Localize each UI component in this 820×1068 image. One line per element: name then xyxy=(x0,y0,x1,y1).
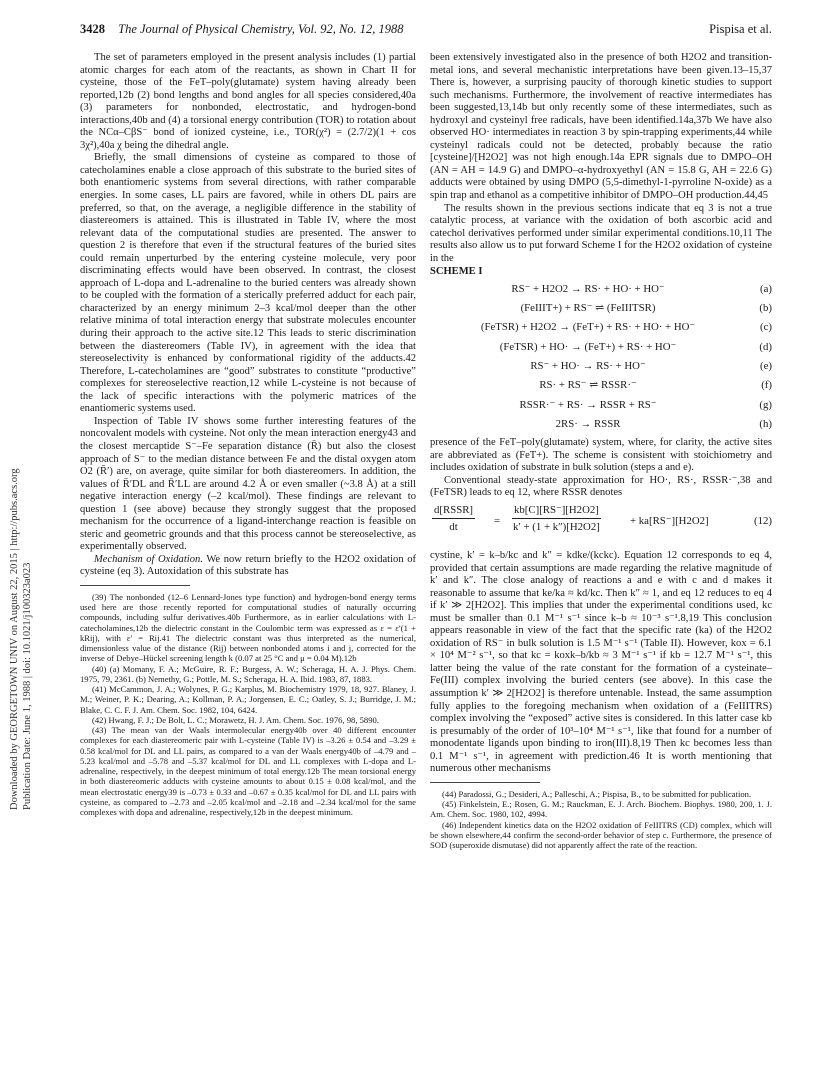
footnote-39: (39) The nonbonded (12–6 Lennard-Jones type function) and hydrogen-bond energy terms used here are those recently reported for computational studies of naturally occurring compounds, including sulfur derivatives.40b Furthermore, as in earlier calculations with L-catecholamines,12b the dielectric constant in the Coulombic term was expressed as ε = ε′(1 + kRij), with ε′ = Rij.41 The dielectric constant was thus interpreted as the numerical, dimensionless value of the distance (Rij) between nonbonded atoms i and j, corrected for the inverse of Debye–Hückel screening length k (0.07 at 25 °C and μ = 0.04 M).12b xyxy=(80,591,416,664)
paragraph-cysteine-approach: Briefly, the small dimensions of cysteine as compared to those of catecholamines enable a close approach of this substrate to the buried sites of both enantiomeric systems from several directions, with rather comparable energies. In some cases, LL pairs are favored, while in others DL pairs are preferred, so that, on the average, a negligible difference in the stability of diastereomers is attained. This is illustrated in Table IV, where the most relevant data of the computational studies are presented. The answer to question 2 is therefore that even if the structural features of the buried sites could remain unperturbed by the entering cysteine molecule, very poor discriminating effects would have been observed. In contrast, the closest approach of L-dopa and L-adrenaline to the buried centers was already shown to be coupled with the formation of a sterically preferred adduct for each pair, characterized by an energy minimum 2–3 kcal/mol deeper than the other relative minima of total interaction energy that substrate molecules encounter during their approach to the active site.12 This leads to steric discrimination between the diastereomers (Table IV), in agreement with the idea that stereoselectivity is enhanced by conformational rigidity of the adducts.42 Therefore, L-catecholamines are “good” substrates to constitute “productive” complexes for stereoselective reaction,12 while L-cysteine is not because of the lack of specific interactions with the polymeric matrices of the enantiomeric systems used. xyxy=(80,152,416,415)
lhs-numerator: d[RSSR] xyxy=(432,504,475,519)
paragraph-results: The results shown in the previous sections indicate that eq 3 is not a true catalytic process, at variance with the oxidation of both ascorbic acid and catechol derivatives performed under similar experimental conditions.10,11 The results also allow us to put forward Scheme I for the H2O2 oxidation of cysteine in the xyxy=(430,202,772,264)
scheme-step xyxy=(430,379,772,398)
publication-info-line: Publication Date: June 1, 1988 | doi: 10.1021/j100323a023 xyxy=(22,562,33,810)
equation-tag: (b) xyxy=(759,302,772,315)
equation-tag: (h) xyxy=(759,417,772,430)
equation-12 xyxy=(430,504,772,546)
scheme-step xyxy=(430,418,772,437)
equation-tail: + ka[RS⁻][H2O2] xyxy=(630,514,709,527)
left-column xyxy=(80,52,416,817)
rhs-fraction xyxy=(512,504,601,533)
footnote-45: (45) Finkelstein, E.; Rosen, G. M.; Rauckman, E. J. Arch. Biochem. Biophys. 1980, 200, 1. J. Am. Chem. Soc. 1980, 102, 4994. xyxy=(430,799,772,820)
section-heading-mechanism: Mechanism of Oxidation. xyxy=(94,553,203,565)
rhs-numerator: kb[C][RS⁻][H2O2] xyxy=(512,504,601,519)
download-info-line: Downloaded by GEORGETOWN UNIV on August 22, 2015 | http://pubs.acs.org xyxy=(9,468,20,810)
footnotes-right xyxy=(430,789,772,851)
paragraph-parameters: The set of parameters employed in the present analysis includes (1) partial atomic charges for each atom of the reactants, as shown in Chart II for cysteine, those of the FeT–poly(glutamate) system having already been reported,12b (2) bond lengths and bond angles for all species considered,40a (3) parameters for nonbonded, electrostatic, and hydrogen-bond interactions,40b and (4) a torsional energy contribution (TOR) to rotation about the NCα–CβS⁻ bond of ionized cysteine, i.e., TOR(χ²) = (2.7/2)(1 + cos 3χ²),40a χ being the dihedral angle. xyxy=(80,52,416,151)
equation-number: (12) xyxy=(754,514,772,527)
scheme-step xyxy=(430,283,772,302)
footnote-44: (44) Paradossi, G.; Desideri, A.; Palleschi, A.; Pispisa, B., to be submitted for publication. xyxy=(442,788,752,799)
journal-citation: The Journal of Physical Chemistry, Vol. 92, No. 12, 1988 xyxy=(118,22,404,36)
equation-tag: (f) xyxy=(761,379,772,392)
paragraph-autoxidation: been extensively investigated also in the presence of both H2O2 and transition-metal ions, and several mechanistic interpretations have been given.13–15,37 There is, however, a surprising paucity of thorough kinetic studies to support such mechanisms. Furthermore, the involvement of reactive intermediates has been suggested,13,14b but only recently some of these intermediates, such as hydroxyl and cysteinyl free radicals, have been identified.14a,37b We have also observed HO· intermediates in reaction 3 by spin-trapping experiments,44 while cysteinyl radicals could not be detected, probably because the ratio [cysteine]/[H2O2] was not high enough.14a EPR signals due to DMPO–OH (AN = AH = 14.9 G) and DMPO–α-hydroxyethyl (AN = 15.8 G, AH = 22.6 G) adducts were obtained by using DMPO (5,5-dimethyl-1-pyrroline N-oxide) as a spin trap and ethanol as a competitive inhibitor of DMPO–OH production.44,45 xyxy=(430,52,772,202)
scheme-title: SCHEME I xyxy=(430,266,483,278)
scheme-step xyxy=(430,399,772,418)
equation-tag: (a) xyxy=(760,282,772,295)
paragraph-steady-state: Conventional steady-state approximation for HO·, RS·, RSSR·⁻,38 and (FeTSR) leads to eq 12, where RSSR denotes xyxy=(430,474,772,499)
footnote-41: (41) McCammon, J. A.; Wolynes, P. G.; Karplus, M. Biochemistry 1979, 18, 927. Blaney, J. M.; Weiner, P. K.; Dearing, A.; Kollman, P. A.; Jorgensen, E. C.; Oatley, S. J.; Burridge, J. M.; Blake, C. C. F. J. Am. Chem. Soc. 1982, 104, 6424. xyxy=(80,684,416,715)
equation-expression: 2RS· → RSSR xyxy=(555,417,621,430)
equation-expression: RS⁻ + H2O2 → RS· + HO· + HO⁻ xyxy=(511,282,665,295)
scheme-step xyxy=(430,341,772,360)
equation-expression: (FeTSR) + HO· → (FeT+) + RS· + HO⁻ xyxy=(499,340,677,353)
lhs-fraction xyxy=(432,504,475,533)
scheme-step xyxy=(430,321,772,340)
rhs-denominator: k′ + (1 + k″)[H2O2] xyxy=(513,520,600,533)
scheme-equations xyxy=(430,283,772,437)
mechanism-text: We now return briefly to the H2O2 oxidation of cysteine (eq 3). Autoxidation of this substrate has xyxy=(80,553,416,578)
footnotes-left xyxy=(80,592,416,818)
equation-expression: RSSR·⁻ + RS· → RSSR + RS⁻ xyxy=(519,398,657,411)
equals-sign: = xyxy=(494,514,501,527)
running-header xyxy=(80,22,772,38)
paragraph-mechanism xyxy=(80,554,416,579)
equation-tag: (c) xyxy=(760,321,772,334)
lhs-denominator: dt xyxy=(449,520,458,533)
paragraph-table-iv: Inspection of Table IV shows some further interesting features of the noncovalent models with cysteine. Not only the mean interaction energy43 and the closest mercaptide S⁻–Fe separation distance (R̄) but also the closest approach of S⁻ to the median distance between Fe and the distal oxygen atom O2 (R̄′) are, on average, quite similar for both diastereomers. In addition, the values of R̄′DL and R̄′LL are around 4.2 Å or even smaller (~3.8 Å) at a still negative interaction energy (–2 kcal/mol). These findings are relevant to question 1 (see above) because they strongly suggest that the proposed mechanism for the occurrence of a ligand-interchange reaction is feasible on steric and geometric grounds and that this process cannot be stereoselective, as experimentally observed. xyxy=(80,415,416,553)
equation-tag: (g) xyxy=(759,398,772,411)
footnote-46: (46) Independent kinetics data on the H2O2 oxidation of FeIIITRS (CD) complex, which will be shown elsewhere,44 confirm the second-order behavior of step c. Furthermore, the presence of SOD (superoxide dismutase) did not apparently affect the rate of the reaction. xyxy=(430,819,772,851)
equation-expression: (FeTSR) + H2O2 → (FeT+) + RS· + HO· + HO⁻ xyxy=(480,321,696,334)
page-number: 3428 xyxy=(80,22,105,36)
footnote-42: (42) Hwang, F. J.; De Bolt, L. C.; Morawetz, H. J. Am. Chem. Soc. 1976, 98, 5890. xyxy=(92,714,379,725)
footnote-divider xyxy=(80,585,190,586)
equation-tag: (d) xyxy=(759,340,772,353)
running-authors: Pispisa et al. xyxy=(709,22,772,36)
scheme-step xyxy=(430,302,772,321)
equation-expression: RS· + RS⁻ ⇌ RSSR·⁻ xyxy=(539,379,637,392)
download-watermark xyxy=(4,250,38,810)
paragraph-scheme-note: presence of the FeT–poly(glutamate) system, where, for clarity, the active sites are abbreviated as (FeT+). The scheme is consistent with stoichiometry and includes oxidation of substrate in bulk solution (steps a and e). xyxy=(430,437,772,474)
equation-tag: (e) xyxy=(760,360,772,373)
scheme-step xyxy=(430,360,772,379)
footnote-43: (43) The mean van der Waals intermolecular energy40b over 40 different encounter complexes for each diastereomeric pair with L-cysteine (Table IV) is –3.26 ± 0.54 and –3.29 ± 0.58 kcal/mol for DL and LL pairs, as compared to a van der Waals energy40b of –4.79 and –5.23 kcal/mol and –5.78 and –5.37 kcal/mol for DL and LL complexes with L-dopa and L-adrenaline, respectively, in the deepest minimum of total energy.12b The mean torsional energy in both diastereomeric adducts with cysteine amounts to about 0.15 ± 0.08 kcal/mol, and the mean electrostatic energy39 is –0.73 ± 0.33 and –0.67 ± 0.35 kcal/mol for DL and LL pairs with cysteine, as compared to –2.73 and –2.05 kcal/mol and –2.18 and –2.34 kcal/mol for the same complexes with dopa and adrenaline, respectively,12b in the deepest minimum. xyxy=(80,725,416,818)
footnote-40: (40) (a) Momany, F. A.; McGuire, R. F.; Burgess, A. W.; Scheraga, H. A. J. Phys. Chem. 1975, 79, 2361. (b) Nemethy, G.; Pottle, M. S.; Scheraga, H. A. Ibid. 1983, 87, 1883. xyxy=(80,663,416,684)
footnote-divider xyxy=(430,782,540,783)
equation-expression: RS⁻ + HO· → RS· + HO⁻ xyxy=(530,360,646,373)
equation-expression: (FeIIIT+) + RS⁻ ⇌ (FeIIITSR) xyxy=(520,302,656,315)
paragraph-analysis: cystine, k′ = k–b/kc and k″ = kdke/(kckc). Equation 12 corresponds to eq 4, provided that certain assumptions are made regarding the relative magnitude of k′ and k″. The close analogy of reactions a and e with c and d makes it reasonable to assume that ke/ka ≈ kd/kc. Then k″ ≈ 1, and eq 12 reduces to eq 4 if k′ ≫ 2[H2O2]. This implies that under the experimental conditions used, kc must be smaller than 0.1 M⁻¹ s⁻¹ since k–b ≈ 10⁻³ s⁻¹.8,19 This conclusion appears reasonable in view of the fact that the specific rate (ka) of the H2O2 oxidation of RS⁻ in bulk solution is 1.5 M⁻¹ s⁻¹ (Table II). However, kox = 6.1 × 10⁴ M⁻² s⁻¹, so that kc = koxk–b/kb ≈ 3 M⁻¹ s⁻¹ if kb = 12.7 M⁻¹ s⁻¹, this latter being the value of the rate constant for the formation of a cysteinate–Fe(III) complex involving the buried centers (see above). In this case the assumption k′ ≫ 2[H2O2] is therefore untenable. Instead, the same assumption fully applies to the foregoing mechanism when oxidation of a (FeIIITRS) complex involving the “exposed” active sites is considered. In this latter case kb is presumably of the order of 10³–10⁴ M⁻¹ s⁻¹, like that found for a number of monodentate ligands upon binding to iron(III).8,19 Then kc becomes less than 0.1 M⁻¹ s⁻¹, in agreement with prediction.46 It is worth mentioning that numerous other mechanisms xyxy=(430,549,772,775)
right-column xyxy=(430,52,772,850)
